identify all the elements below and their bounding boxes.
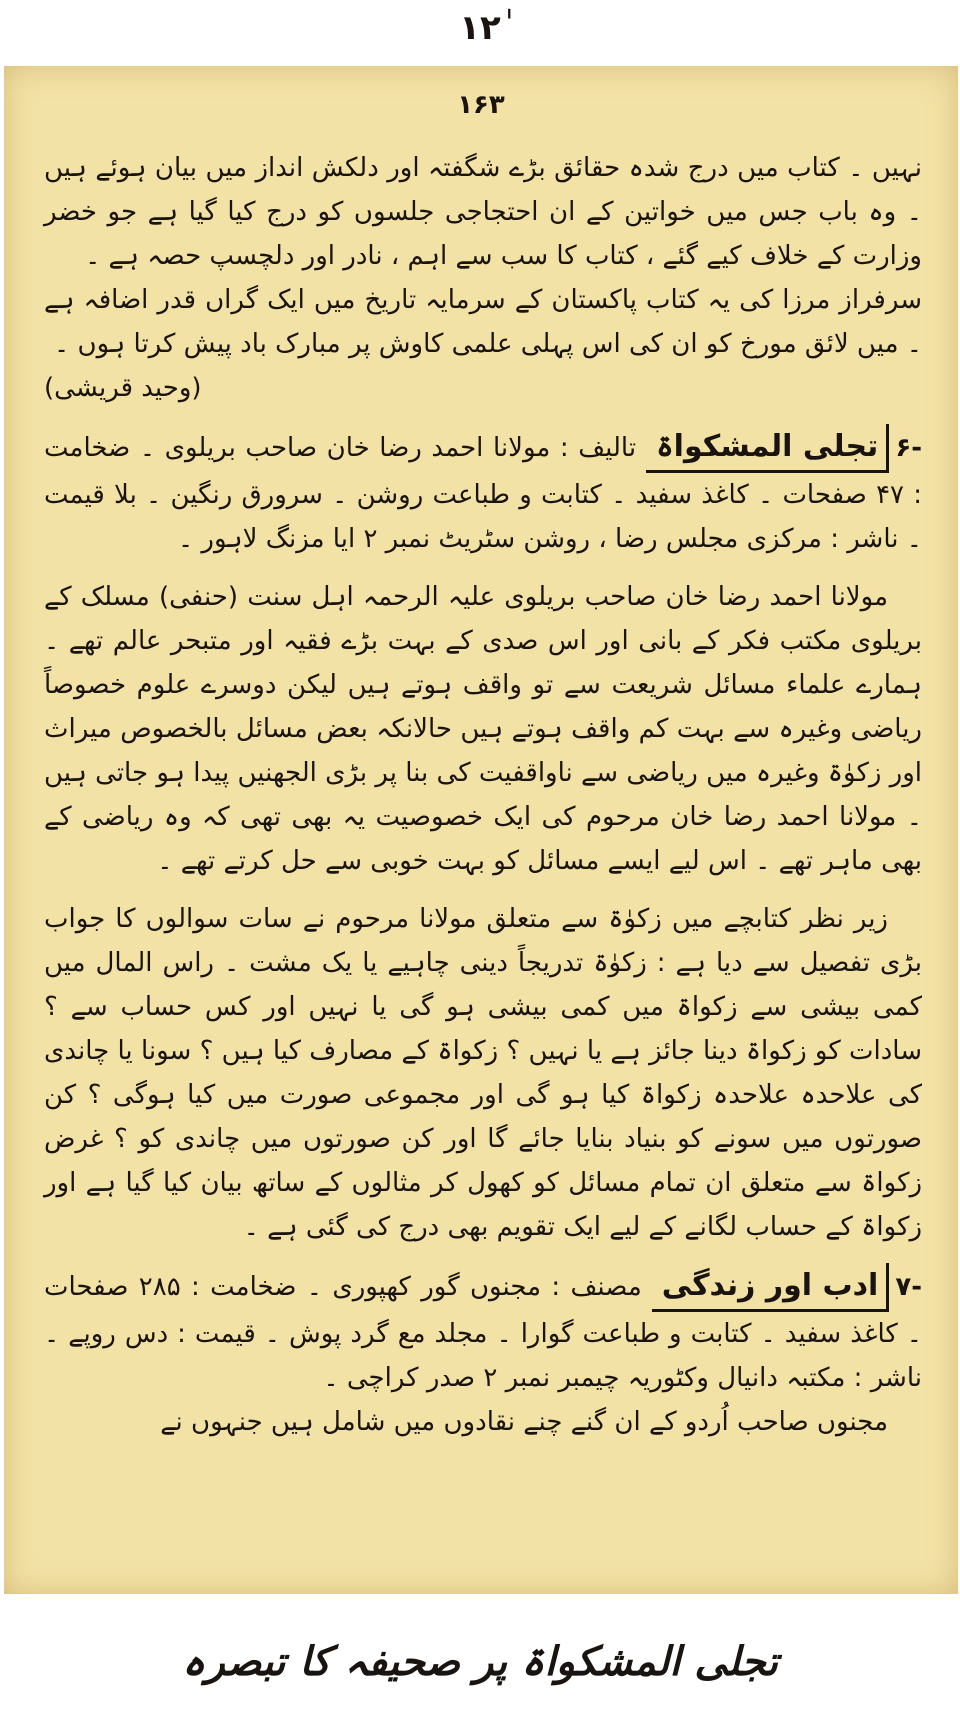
entry-7-paragraph-1: مجنوں صاحب اُردو کے ان گنے چنے نقادوں میں شامل ہیں جنہوں نے — [160, 1407, 888, 1437]
reviewer-signature: (وحید قریشی) — [44, 373, 202, 403]
entry-6-title: تجلی المشکواۃ — [646, 424, 889, 473]
review-paragraph-1: نہیں ۔ کتاب میں درج شدہ حقائق بڑے شگفتہ اور دلکش انداز میں بیان ہوئے ہیں ۔ وہ باب جس میں خواتین کے ان احتجاجی جلسوں کو درج کیا گیا ہے جو خضر وزارت کے خلاف کیے گئے ، کتاب کا سب سے اہم ، نادر اور دلچسپ حصہ ہے ۔ — [44, 153, 922, 271]
entry-7-title: ادب اور زندگی — [652, 1263, 890, 1312]
entry-6-number: -۶ — [895, 433, 922, 463]
entry-6-details: تالیف : مولانا احمد رضا خان صاحب بریلوی ۔ ضخامت : ۴۷ صفحات ۔ کاغذ سفید ۔ کتابت و طباعت روشن ۔ سرورق رنگین ۔ بلا قیمت ۔ ناشر : مرکزی مجلس رضا ، روشن سٹریٹ نمبر ۲ ایا مزنگ لاہور ۔ — [44, 433, 922, 554]
bottom-caption: تجلی المشکواۃ پر صحیفہ کا تبصرہ — [182, 1638, 778, 1685]
scanned-page — [4, 66, 958, 1594]
entry-7-details: مصنف : مجنوں گور کھپوری ۔ ضخامت : ۲۸۵ صفحات ۔ کاغذ سفید ۔ کتابت و طباعت گوارا ۔ مجلد مع گرد پوش ۔ قیمت : دس روپے ۔ ناشر : مکتبہ دانیال وکٹوریہ چیمبر نمبر ۲ صدر کراچی ۔ — [44, 1272, 922, 1393]
entry-7 — [44, 1263, 922, 1400]
page-number: ۱۶۳ — [457, 90, 505, 120]
entry-6 — [44, 424, 922, 561]
top-label: ۱۲ٰ — [459, 8, 501, 48]
review-paragraph-2: سرفراز مرزا کی یہ کتاب پاکستان کے سرمایہ تاریخ میں ایک گراں قدر اضافہ ہے ۔ میں لائق مورخ کو ان کی اس پہلی علمی کاوش پر مبارک باد پیش کرتا ہوں ۔ — [44, 285, 922, 359]
entry-7-number: -۷ — [895, 1272, 922, 1302]
page-content — [44, 146, 922, 1444]
entry-6-paragraph-2: زیر نظر کتابچے میں زکوٰۃ سے متعلق مولانا مرحوم نے سات سوالوں کا جواب بڑی تفصیل سے دیا ہے : زکوٰۃ تدریجاً دینی چاہیے یا یک مشت ۔ راس المال میں کمی بیشی سے زکواۃ میں کمی بیشی ہو گی یا نہیں اور کس حساب سے ؟ سادات کو زکواۃ دینا جائز ہے یا نہیں ؟ زکواۃ کے مصارف کیا ہیں ؟ سونا یا چاندی کی علاحدہ علاحدہ زکواۃ کیا ہو گی اور مجموعی صورت میں کیا ہوگی ؟ کن صورتوں میں سونے کو بنیاد بنایا جائے گا اور کن صورتوں میں چاندی کو ؟ غرض زکواۃ سے متعلق ان تمام مسائل کو کھول کر مثالوں کے ساتھ بیان کیا گیا ہے اور زکواۃ کے حساب لگانے کے لیے ایک تقویم بھی درج کی گئی ہے ۔ — [44, 904, 922, 1242]
entry-6-paragraph-1: مولانا احمد رضا خان صاحب بریلوی علیہ الرحمہ اہل سنت (حنفی) مسلک کے بریلوی مکتب فکر کے بانی اور اس صدی کے بہت بڑے فقیہ اور متبحر عالم تھے ۔ ہمارے علماء مسائل شریعت سے تو واقف ہوتے ہیں لیکن دوسرے علوم خصوصاً ریاضی وغیرہ سے بہت کم واقف ہوتے ہیں حالانکہ بعض مسائل بالخصوص میراث اور زکوٰۃ وغیرہ میں ریاضی سے ناواقفیت کی بنا پر بڑی الجھنیں پیدا ہو جاتی ہیں ۔ مولانا احمد رضا خان مرحوم کی ایک خصوصیت یہ بھی تھی کہ وہ ریاضی کے بھی ماہر تھے ۔ اس لیے ایسے مسائل کو بہت خوبی سے حل کرتے تھے ۔ — [44, 582, 922, 876]
